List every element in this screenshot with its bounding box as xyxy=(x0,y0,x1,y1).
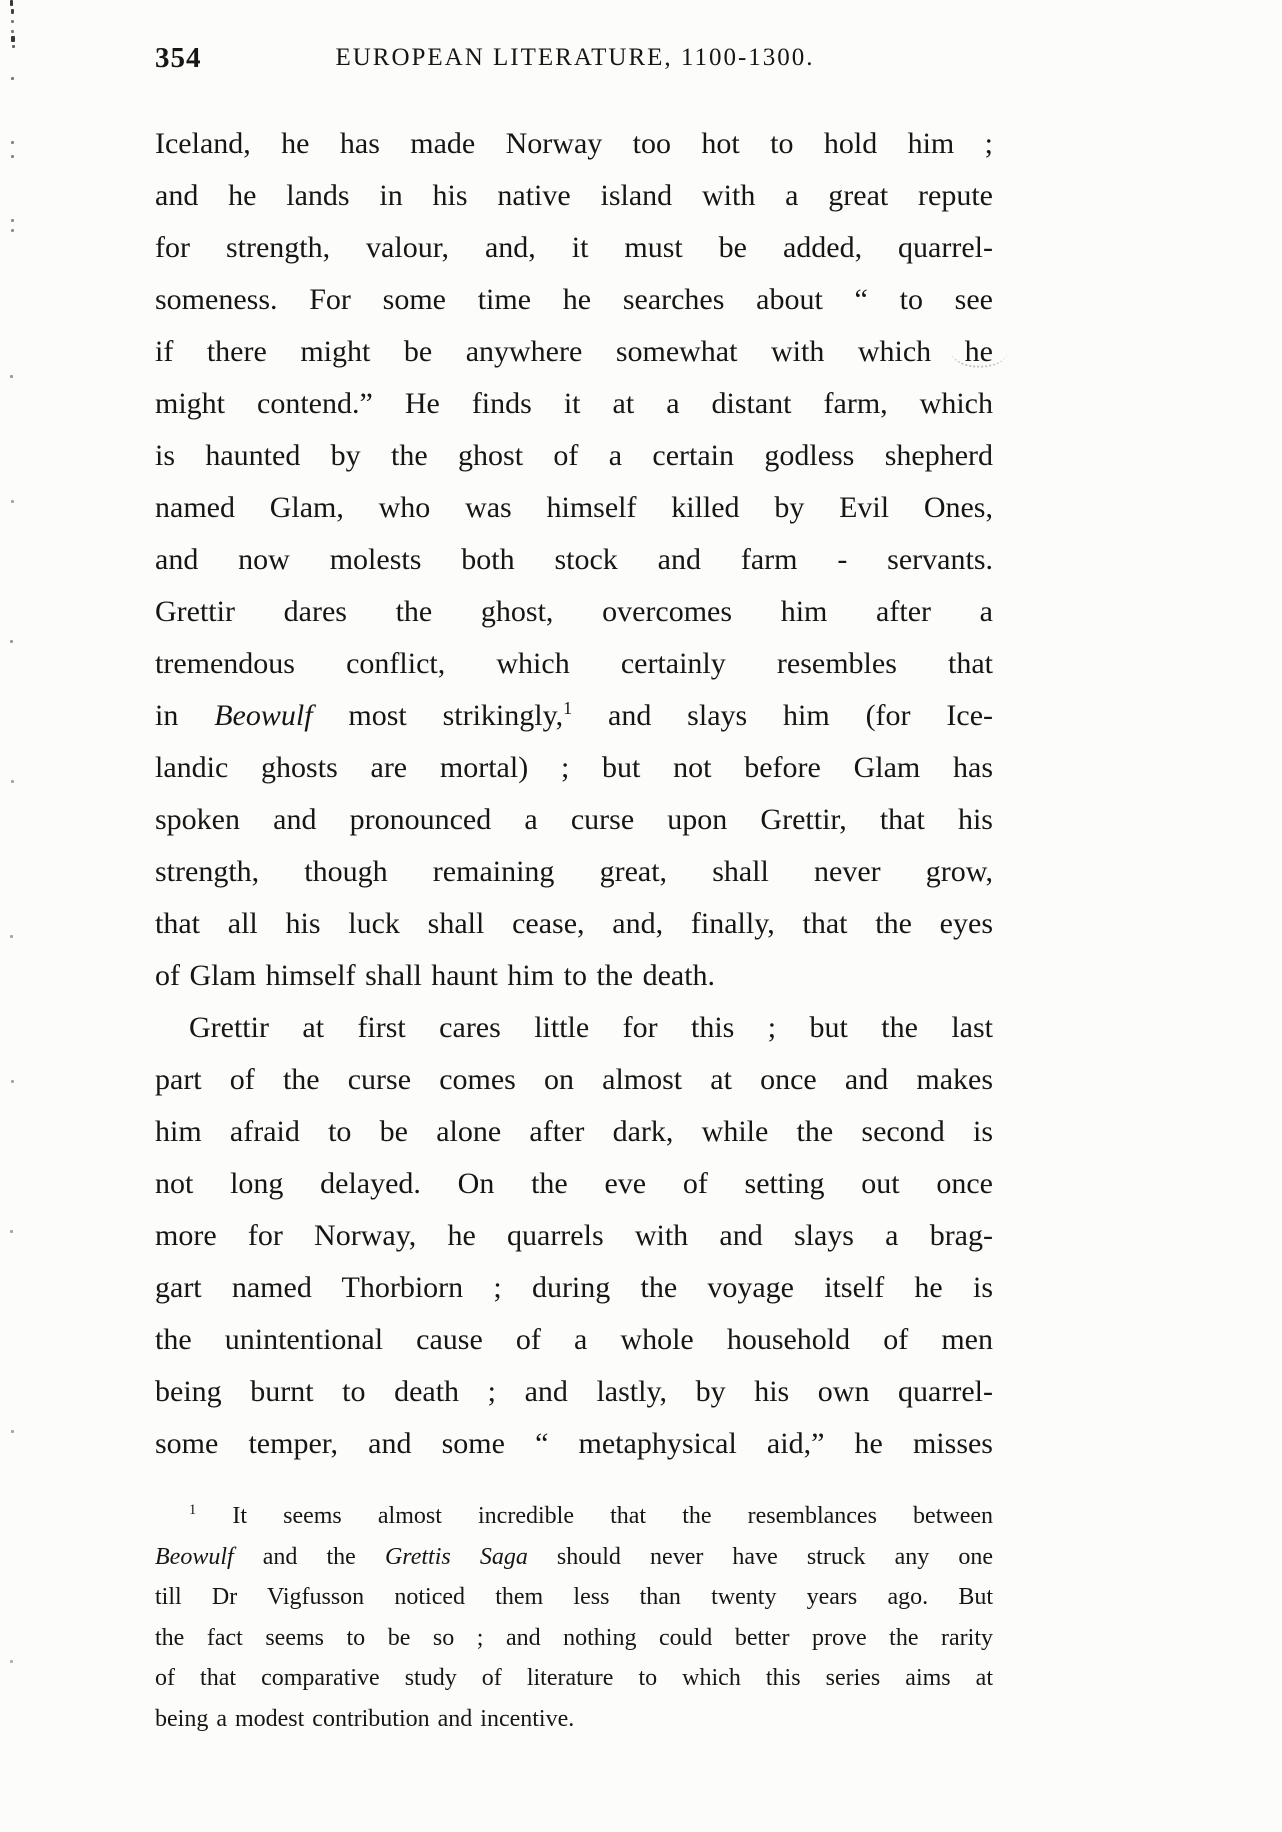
text-line xyxy=(155,430,993,482)
text-line xyxy=(155,1210,993,1262)
scan-speck xyxy=(10,375,13,378)
text-segment: being a modest contribution and incentive. xyxy=(155,1705,575,1732)
text-line xyxy=(155,1262,993,1314)
text-segment: part of the curse comes on almost at once and makes xyxy=(155,1063,993,1096)
text-segment: that all his luck shall cease, and, finally, that the eyes xyxy=(155,907,993,940)
text-segment: spoken and pronounced a curse upon Grettir, that his xyxy=(155,803,993,836)
scan-speck xyxy=(11,780,14,783)
text-segment: of that comparative study of literature to which this series aims at xyxy=(155,1665,993,1691)
running-head xyxy=(155,42,995,82)
scan-speck xyxy=(11,1080,14,1083)
text-segment: someness. For some time he searches about “ to see xyxy=(155,283,993,316)
text-line xyxy=(155,1537,993,1578)
text-line xyxy=(155,846,993,898)
text-segment: should never have struck any one xyxy=(527,1543,993,1570)
text-segment: in xyxy=(155,699,215,732)
text-segment: Grettir dares the ghost, overcomes him after a xyxy=(155,595,993,628)
scan-speck xyxy=(11,141,14,144)
scan-speck xyxy=(10,640,13,643)
text-segment: being burnt to death ; and lastly, by his own quarrel- xyxy=(155,1375,993,1408)
text-line xyxy=(155,586,993,638)
scan-speck xyxy=(10,0,13,6)
text-line xyxy=(155,170,993,222)
text-segment: him afraid to be alone after dark, while the second is xyxy=(155,1115,993,1148)
scan-speck xyxy=(11,500,14,503)
footnote xyxy=(155,1496,993,1739)
text-line xyxy=(155,534,993,586)
text-segment: Iceland, he has made Norway too hot to hold him ; xyxy=(155,127,993,160)
text-line xyxy=(155,1054,993,1106)
text-segment: and the xyxy=(233,1543,385,1570)
text-segment: till Dr Vigfusson noticed them less than twenty years ago. But xyxy=(155,1584,993,1610)
scan-speck xyxy=(11,36,15,42)
text-segment: most strikingly, xyxy=(312,699,564,732)
text-segment: Grettir at first cares little for this ; but the last xyxy=(189,1011,993,1044)
text-segment: strength, though remaining great, shall never grow, xyxy=(155,855,993,888)
text-line xyxy=(155,1577,993,1618)
text-segment: gart named Thorbiorn ; during the voyage itself he is xyxy=(155,1271,993,1304)
text-segment: is haunted by the ghost of a certain godless shepherd xyxy=(155,439,993,472)
text-segment: more for Norway, he quarrels with and slays a brag- xyxy=(155,1219,993,1252)
text-line xyxy=(155,1314,993,1366)
text-segment: the unintentional cause of a whole household of men xyxy=(155,1323,993,1356)
scan-speck xyxy=(10,935,13,938)
text-segment: and now molests both stock and farm - servants. xyxy=(155,543,993,576)
text-line xyxy=(155,1106,993,1158)
scan-speck xyxy=(11,219,14,222)
text-segment: It seems almost incredible that the resemblances between xyxy=(196,1503,993,1529)
text-line xyxy=(155,222,993,274)
footnote-reference: 1 xyxy=(563,698,573,718)
text-segment: for strength, valour, and, it must be added, quarrel- xyxy=(155,231,993,264)
scan-speck xyxy=(11,155,14,158)
text-line xyxy=(155,1699,993,1740)
footnote-reference: 1 xyxy=(189,1502,197,1518)
text-segment: some temper, and some “ metaphysical aid,” he misses xyxy=(155,1427,993,1460)
text-line xyxy=(155,794,993,846)
text-line xyxy=(155,1418,993,1470)
text-segment: named Glam, who was himself killed by Evil Ones, xyxy=(155,491,993,524)
text-line xyxy=(155,118,993,170)
text-line xyxy=(155,1618,993,1659)
text-segment: the fact seems to be so ; and nothing could better prove the rarity xyxy=(155,1624,993,1651)
text-line xyxy=(155,742,993,794)
text-segment: if there might be anywhere somewhat with which he xyxy=(155,335,993,368)
scan-speck xyxy=(11,20,14,23)
scan-speck xyxy=(11,1430,14,1433)
page-number: 354 xyxy=(155,42,202,74)
body-text xyxy=(155,118,993,1470)
text-line xyxy=(155,378,993,430)
text-segment: and he lands in his native island with a great repute xyxy=(155,179,993,212)
scan-speck xyxy=(11,77,14,80)
text-line xyxy=(155,274,993,326)
text-line xyxy=(155,326,993,378)
text-segment: of Glam himself shall haunt him to the death. xyxy=(155,959,716,992)
text-segment: and slays him (for Ice- xyxy=(572,699,994,732)
italic-text: Grettis Saga xyxy=(384,1543,528,1570)
running-title: EUROPEAN LITERATURE, 1100-1300. xyxy=(335,44,815,71)
scan-speck xyxy=(10,1660,13,1663)
italic-text: Beowulf xyxy=(214,699,313,732)
text-line xyxy=(155,1158,993,1210)
text-line xyxy=(155,1002,993,1054)
text-segment: tremendous conflict, which certainly resembles that xyxy=(155,647,993,680)
text-segment: not long delayed. On the eve of setting out once xyxy=(155,1167,993,1200)
text-line xyxy=(155,690,993,742)
text-line xyxy=(155,898,993,950)
scan-speck xyxy=(12,45,15,48)
text-segment: might contend.” He finds it at a distant farm, which xyxy=(155,387,993,420)
scan-speck xyxy=(11,229,14,232)
text-segment: landic ghosts are mortal) ; but not before Glam has xyxy=(155,751,993,784)
italic-text: Beowulf xyxy=(155,1543,234,1570)
text-line xyxy=(155,1366,993,1418)
scan-speck xyxy=(11,30,14,33)
text-line xyxy=(155,638,993,690)
text-line xyxy=(155,1658,993,1699)
text-line xyxy=(155,1496,993,1537)
scan-speck xyxy=(10,1230,13,1233)
scan-speck xyxy=(11,9,14,14)
text-line xyxy=(155,482,993,534)
text-line xyxy=(155,950,993,1002)
